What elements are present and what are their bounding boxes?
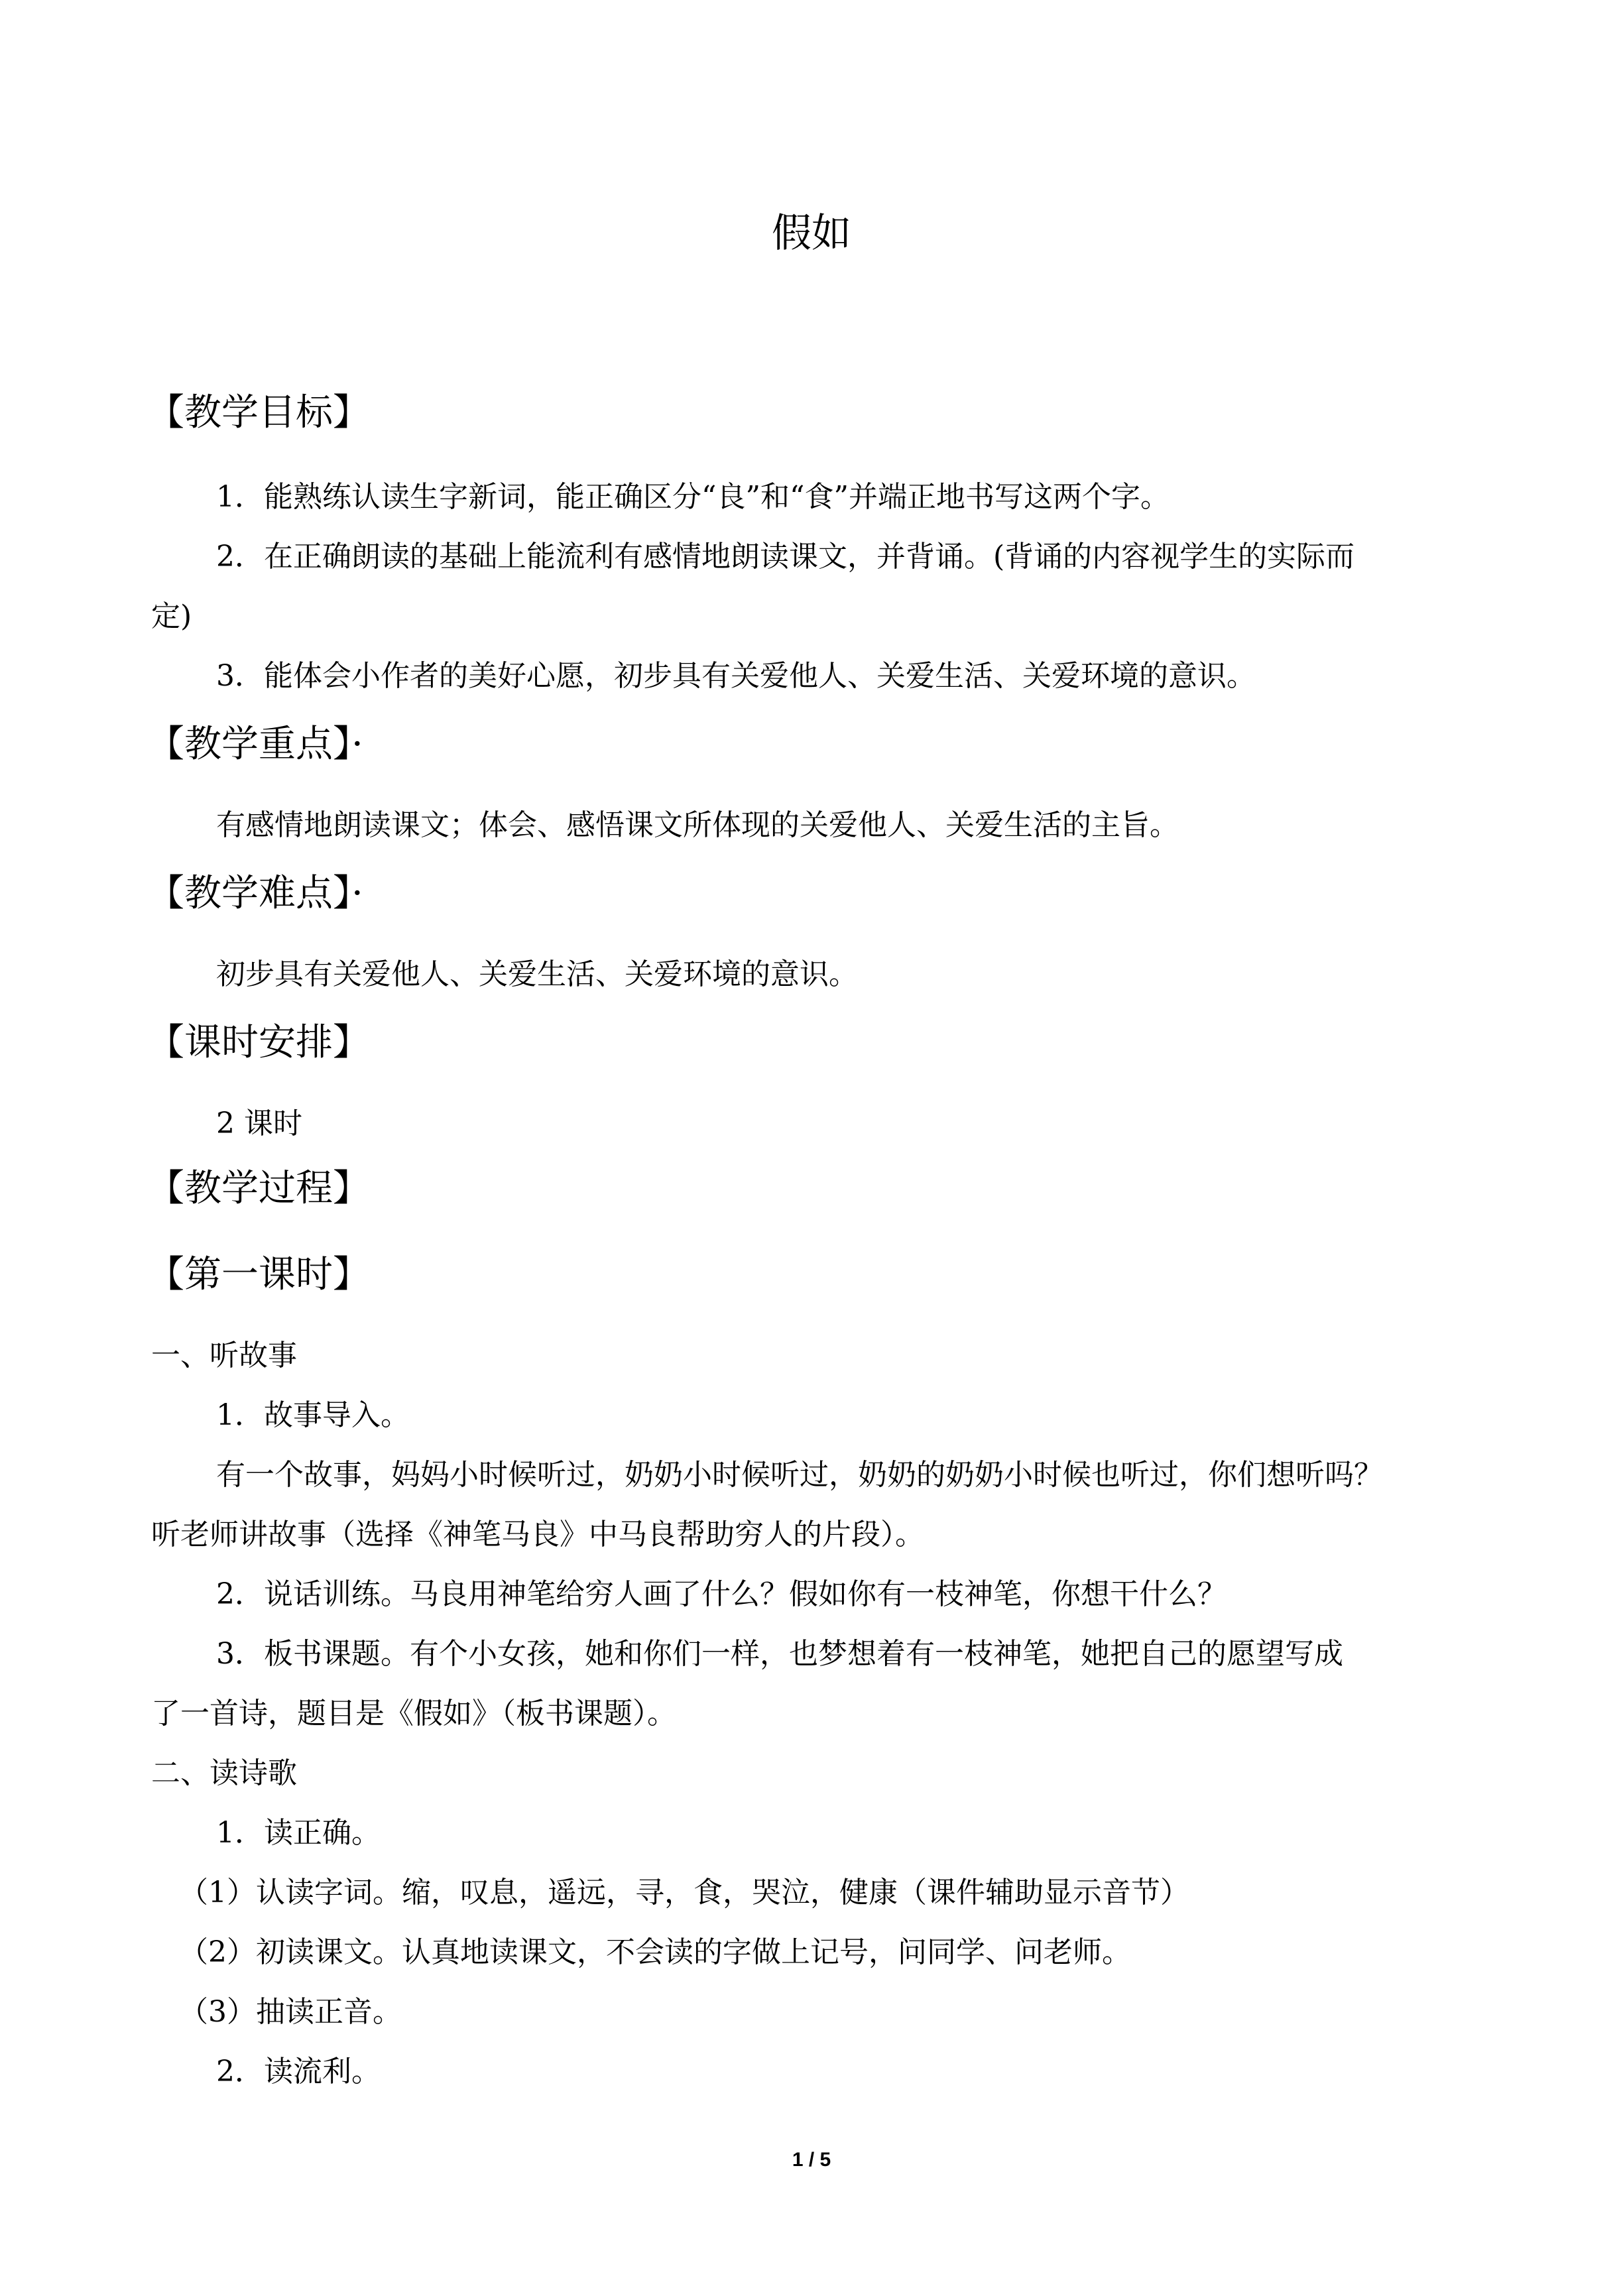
heading-first-lesson: 【第一课时】 (147, 1253, 370, 1296)
heading-teaching-difficulty: 【教学难点】· (147, 872, 363, 915)
part1-item-3: 2．说话训练。马良用神笔给穷人画了什么？假如你有一枝神笔，你想干什么？ (216, 1577, 1227, 1611)
key-text: 有感情地朗读课文；体会、感悟课文所体现的关爱他人、关爱生活的主旨。 (216, 808, 1179, 842)
goal-item-2-continued: 定) (151, 599, 192, 633)
part2-heading: 二、读诗歌 (151, 1756, 297, 1790)
part1-item-2: 有一个故事，妈妈小时候听过，奶奶小时候听过，奶奶的奶奶小时候也听过，你们想听吗？ (216, 1458, 1383, 1492)
part1-heading: 一、听故事 (151, 1339, 297, 1372)
page-number: 1 / 5 (792, 2149, 831, 2171)
part2-item-2: 2．读流利。 (216, 2055, 381, 2088)
goal-item-3: 3．能体会小作者的美好心愿，初步具有关爱他人、关爱生活、关爱环境的意识。 (216, 659, 1256, 693)
part1-item-4: 3．板书课题。有个小女孩，她和你们一样，也梦想着有一枝神笔，她把自己的愿望写成 (216, 1637, 1343, 1671)
part2-item-1: 1．读正确。 (216, 1816, 381, 1850)
part1-item-2-continued: 听老师讲故事（选择《神笔马良》中马良帮助穷人的片段）。 (151, 1518, 924, 1551)
heading-teaching-key: 【教学重点】· (147, 723, 363, 766)
page-title: 假如 (772, 210, 851, 257)
heading-teaching-goals: 【教学目标】 (147, 391, 370, 434)
goal-item-2: 2．在正确朗读的基础上能流利有感情地朗读课文，并背诵。(背诵的内容视学生的实际而 (216, 540, 1355, 574)
difficulty-text: 初步具有关爱他人、关爱生活、关爱环境的意识。 (216, 957, 858, 991)
goal-item-1: 1．能熟练认读生字新词，能正确区分“良”和“食”并端正地书写这两个字。 (216, 480, 1170, 514)
part2-item-1-3: （3）抽读正音。 (179, 1995, 402, 2029)
part1-item-1: 1．故事导入。 (216, 1398, 410, 1432)
part1-item-4-continued: 了一首诗，题目是《假如》（板书课题）。 (151, 1697, 676, 1730)
heading-schedule: 【课时安排】 (147, 1021, 370, 1064)
part2-item-1-1: （1）认读字词。缩，叹息，遥远，寻，食，哭泣，健康（课件辅助显示音节） (179, 1876, 1189, 1909)
heading-teaching-process: 【教学过程】 (147, 1167, 370, 1210)
schedule-text: 2 课时 (216, 1107, 302, 1140)
part2-item-1-2: （2）初读课文。认真地读课文，不会读的字做上记号，问同学、问老师。 (179, 1935, 1131, 1969)
